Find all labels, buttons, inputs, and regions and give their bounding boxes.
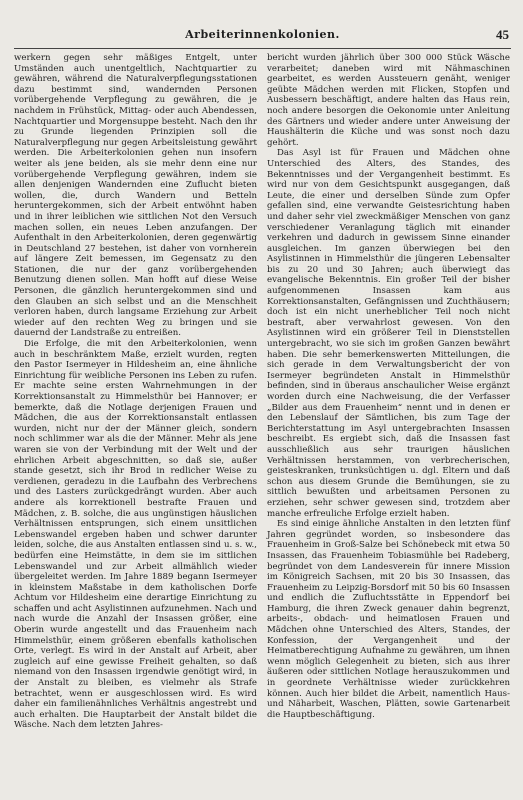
page-number: 45 (496, 27, 509, 42)
running-title: Arbeiterinnenkolonien. (185, 28, 340, 41)
left-column (14, 53, 257, 783)
paragraph: Das Asyl ist für Frauen und Mädchen ohne Unterschied des Alters, des Standes, des Bekenntnisses und der Vergangenheit bestimmt. Es wird nur von dem Gesichtspunkt ausgegangen, daß Leute, die einer und derselben Sünde zum Opfer gefallen sind, eine verwandte Geistesrichtung haben und daher sehr viel zweckmäßiger Menschen von ganz verschiedener Veranlagung täglich mit einander verkehren und dadurch in gewissem Sinne einander ausgleichen. Im ganzen überwiegen bei den Asylistinnen in Himmelsthür die jüngeren Lebensalter bis zu 20 und 30 Jahren; auch überwiegt das evangelische Bekenntnis. Ein großer Teil der bisher aufgenommenen Insassen kam aus Korrektionsanstalten, Gefängnissen und Zuchthäusern; doch ist ein nicht unerheblicher Teil noch nicht bestraft, aber verwahrlost gewesen. Von den Asylistinnen wird ein größerer Teil in Dienststellen untergebracht, wo sie sich im großen Ganzen bewährt haben. Die sehr bemerkenswerten Mitteilungen, die sich gerade in dem Verwaltungsbericht der von Isermeyer begründeten Anstalt in Himmelsthür befinden, sind in überaus anschaulicher Weise ergänzt worden durch eine Nachweisung, die der Verfasser „Bilder aus dem Frauenheim“ nennt und in denen er den Lebenslauf der Sämtlichen, bis zum Tage der Berichterstattung im Asyl untergebrachten Insassen beschreibt. Es ergiebt sich, daß die Insassen fast ausschließlich aus sehr traurigen häuslichen Verhältnissen herstammen, von verbrecherischen, geisteskranken, trunksüchtigen u. dgl. Eltern und daß schon aus diesem Grunde die Bemühungen, sie zu sittlich bewußten und arbeitsamen Personen zu erziehen, sehr schwer gewesen sind, trotzdem aber manche erfreuliche Erfolge erzielt haben. (267, 148, 510, 519)
text-columns (14, 53, 511, 783)
paragraph: bericht wurden jährlich über 300 000 Stück Wäsche verarbeitet; daneben wird mit Nähmaschinen gearbeitet, es werden Aussteuern genäht, weniger geübte Mädchen werden mit Flicken, Stopfen und Ausbessern beschäftigt, andere halten das Haus rein, noch andere besorgen die Oekonomie unter Anleitung des Gärtners und wieder andere unter Anweisung der Haushälterin die Küche und was sonst noch dazu gehört. (267, 53, 510, 148)
page-header (14, 28, 511, 49)
paragraph: Es sind einige ähnliche Anstalten in den letzten fünf Jahren gegründet worden, so insbesondere das Frauenheim in Groß-Salze bei Schönebeck mit etwa 50 Insassen, das Frauenheim Tobiasmühle bei Radeberg, begründet von dem Landesverein für innere Mission im Königreich Sachsen, mit 20 bis 30 Insassen, das Frauenheim zu Leipzig-Borsdorf mit 50 bis 60 Insassen und endlich die Zufluchtsstätte in Eppendorf bei Hamburg, die ihren Zweck genauer dahin begrenzt, arbeits-, obdach- und heimatlosen Frauen und Mädchen ohne Unterschied des Alters, Standes, der Konfession, der Vergangenheit und der Heimatberechtigung Aufnahme zu gewähren, um ihnen wenn möglich Gelegenheit zu bieten, sich aus ihrer äußeren oder sittlichen Notlage herauszukommen und in geordnete Verhältnisse wieder zurückkehren können. Auch hier bildet die Arbeit, namentlich Haus- und Näharbeit, Waschen, Plätten, sowie Gartenarbeit die Hauptbeschäftigung. (267, 519, 510, 720)
right-column (267, 53, 510, 783)
paragraph: werkern gegen sehr mäßiges Entgelt, unter Umständen auch unentgeltlich, Nachtquartier zu gewähren, während die Naturalverpflegungsstationen dazu bestimmt sind, wandernden Personen vorübergehende Verpflegung zu gewähren, die je nachdem in Frühstück, Mittag- oder auch Abendessen, Nachtquartier und Morgensuppe besteht. Nach den ihr zu Grunde liegenden Prinzipien soll die Naturalverpflegung nur gegen Arbeitsleistung gewährt werden. Die Arbeiterkolonien gehen nun insofern weiter als jene beiden, als sie mehr denn eine nur vorübergehende Verpflegung gewähren, indem sie allen denjenigen Wandernden eine Zuflucht bieten wollen, die, durch Wandern und Betteln heruntergekommen, sich der Arbeit entwöhnt haben und in ihrer leiblichen wie sittlichen Not den Versuch machen sollen, ein neues Leben anzufangen. Der Aufenthalt in den Arbeiterkolonien, deren gegenwärtig in Deutschland 27 bestehen, ist daher von vornherein auf längere Zeit bemessen, im Gegensatz zu den Stationen, die nur der ganz vorübergehenden Benutzung dienen sollen. Man hofft auf diese Weise Personen, die gänzlich heruntergekommen sind und den Glauben an sich selbst und an die Menschheit verloren haben, durch langsame Erziehung zur Arbeit wieder auf den rechten Weg zu bringen und sie dauernd der Landstraße zu entreißen. (14, 53, 257, 339)
paragraph: Die Erfolge, die mit den Arbeiterkolonien, wenn auch in beschränktem Maße, erzielt wurden, regten den Pastor Isermeyer in Hildesheim an, eine ähnliche Einrichtung für weibliche Personen ins Leben zu rufen. Er machte seine ersten Wahrnehmungen in der Korrektionsanstalt zu Himmelsthür bei Hannover; er bemerkte, daß die Notlage derjenigen Frauen und Mädchen, die aus der Korrektionsanstalt entlassen wurden, nicht nur der der Männer gleich, sondern noch schlimmer war als die der Männer. Mehr als jene waren sie von der Verbindung mit der Welt und der ehrlichen Arbeit abgeschnitten, so daß sie, außer stande gesetzt, sich ihr Brod in redlicher Weise zu verdienen, geradezu in die Laufbahn des Verbrechens und des Lasters zurückgedrängt wurden. Aber auch andere als korrektionell bestrafte Frauen und Mädchen, z. B. solche, die aus ungünstigen häuslichen Verhältnissen entsprungen, sich einem unsittlichen Lebenswandel ergeben haben und schwer darunter leiden, solche, die aus Anstalten entlassen sind u. s. w., bedürfen eine Heimstätte, in dem sie im sittlichen Lebenswandel und zur Arbeit allmählich wieder übergeleitet werden. Im Jahre 1889 begann Isermeyer in kleinstem Maßstabe in dem katholischen Dorfe Achtum vor Hildesheim eine derartige Einrichtung zu schaffen und acht Asylistinnen aufzunehmen. Nach und nach wurde die Anzahl der Insassen größer, eine Oberin wurde angestellt und das Frauenheim nach Himmelsthür, einem größeren ebenfalls katholischen Orte, verlegt. Es wird in der Anstalt auf Arbeit, aber zugleich auf eine gewisse Freiheit gehalten, so daß niemand von den Insassen irgendwie genötigt wird, in der Anstalt zu bleiben, es vielmehr als Strafe betrachtet, wenn er ausgeschlossen wird. Es wird daher ein familienähnliches Verhältnis angestrebt und auch erhalten. Die Hauptarbeit der Anstalt bildet die Wäsche. Nach dem letzten Jahres- (14, 339, 257, 731)
